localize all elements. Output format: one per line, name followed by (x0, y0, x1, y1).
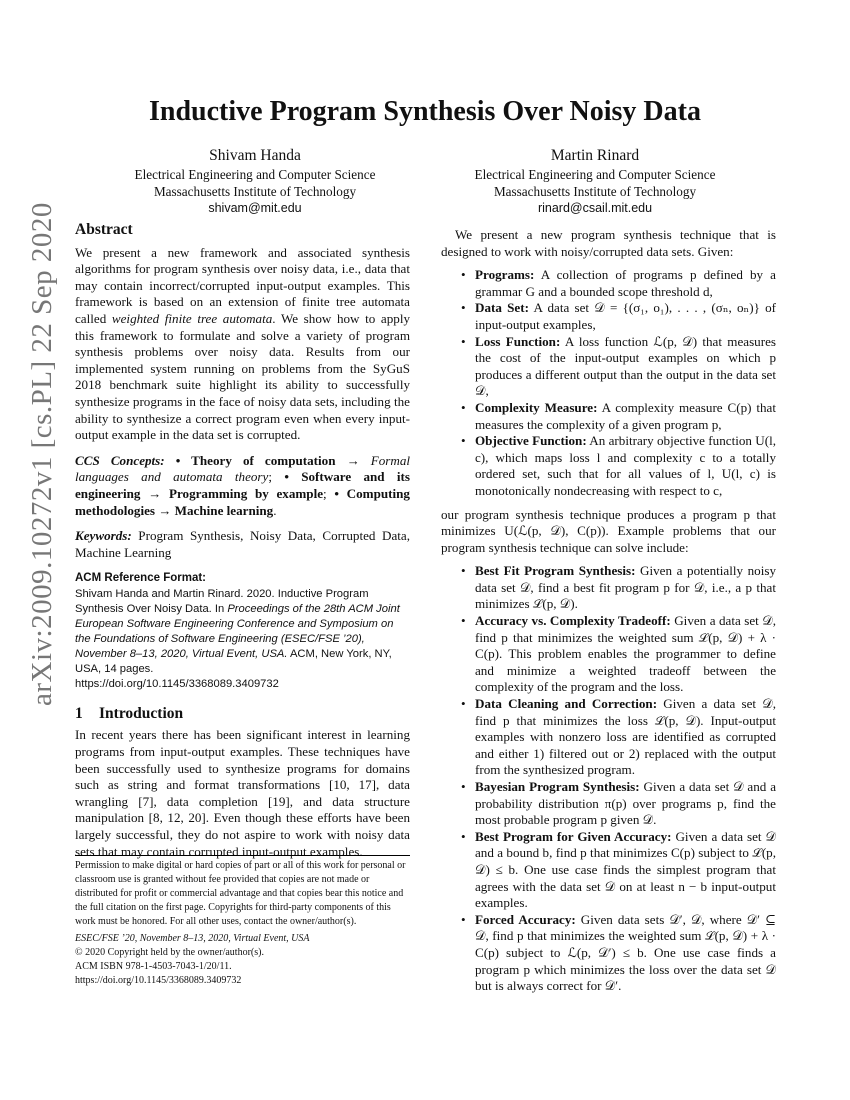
isbn-line: ACM ISBN 978-1-4503-7043-1/20/11. (75, 961, 232, 972)
author-name: Martin Rinard (550, 147, 640, 164)
list-item: • Complexity Measure: A complexity measure C(p) that measures the complexity of a given program p, (461, 399, 776, 432)
bullet-icon: • (461, 267, 466, 283)
bullet-icon: • (461, 333, 466, 349)
acm-reference-heading: ACM Reference Format: (75, 572, 206, 585)
abstract-heading: Abstract (75, 221, 133, 238)
bullet-icon: • (461, 563, 466, 579)
problem-list (441, 563, 776, 994)
copyright-footnote (75, 859, 410, 988)
venue-line: ESEC/FSE ’20, November 8–13, 2020, Virtual Event, USA (75, 933, 310, 944)
right-column (441, 227, 776, 1002)
list-item: • Data Set: A data set 𝒟 = {(σ₁, o₁), . . . , (σₙ, oₙ)} of input-output examples, (461, 300, 776, 332)
acm-reference: Shivam Handa and Martin Rinard. 2020. Inductive Program Synthesis Over Noisy Data. In Proceedings of the 28th ACM Joint European Software Engineering Conference and Symposium on the Foundations of Software Engineering (ESEC/FSE ’20), November 8–13, 2020, Virtual Event, USA. ACM, New York, NY, USA, 14 pages. https://doi.org/10.1145/3368089.3409732 (75, 587, 410, 692)
author-email: rinard@csail.mit.edu (537, 201, 653, 215)
footnote-doi-link[interactable]: https://doi.org/10.1145/3368089.3409732 (75, 975, 242, 986)
abstract-text: We present a new framework and associated synthesis algorithms for program synthesis over noisy data, i.e., data that may contain incorrect/corrupted input-output examples. This framework is based on an extension of finite tree automata called weighted finite tree automata. We show how to apply this framework to formulate and solve a variety of program synthesis problems over noisy data. Results from our implemented system running on problems from the SyGuS 2018 benchmark suite highlight its ability to successfully synthesize programs in the face of noisy data sets, including the ability to synthesize a correct program even when every input-output example in the data set is corrupted. (75, 244, 411, 443)
list-item: • Best Program for Given Accuracy: Given a data set 𝒟 and a bound b, find p that minimizes C(p) subject to ℒ(p, 𝒟) ≤ b. One use case finds the simplest program that agrees with the data set 𝒟 on at least n − b input-output examples. (461, 828, 776, 911)
technique-middle-text: our program synthesis technique produces a program p that minimizes U(ℒ(p, 𝒟), C(p)). Example problems that our program synthesis technique can solve include: (441, 506, 776, 555)
bullet-icon: • (461, 433, 466, 449)
paper-title: Inductive Program Synthesis Over Noisy Data (149, 96, 701, 127)
author-name: Shivam Handa (209, 147, 301, 164)
list-item: • Forced Accuracy: Given data sets 𝒟′, 𝒟, where 𝒟′ ⊆ 𝒟, find p that minimizes the weighted sum ℒ(p, 𝒟) + λ · C(p) subject to ℒ(p, 𝒟′) ≤ b. One use case finds a program p which minimizes the loss over the data set 𝒟 but is always correct for 𝒟′. (461, 911, 777, 994)
list-item: • Accuracy vs. Complexity Tradeoff: Given a data set 𝒟, find p that minimizes the weighted sum ℒ(p, 𝒟) + λ · C(p). This problem enables the programmer to define and minimize a weighted tradeoff between the complexity of the program and the loss. (461, 613, 776, 695)
author-institution: Massachusetts Institute of Technology (153, 183, 357, 199)
section-heading-introduction: 1 Introduction (75, 704, 184, 722)
list-item: • Objective Function: An arbitrary objective function U(l, c), which maps loss l and complexity c to a totally ordered set, such that for all values of l, U(l, c) is monotonically nondecreasing with respect to c, (461, 433, 776, 498)
bullet-icon: • (461, 300, 466, 316)
list-item: • Data Cleaning and Correction: Given a data set 𝒟, find p that minimizes the loss ℒ(p, 𝒟). Input-output examples with nonzero loss are identified as corrupted and either 1) filtered out or 2) replaced with the output from the synthesized program. (461, 696, 776, 778)
bullet-icon: • (461, 613, 466, 629)
permission-notice: Permission to make digital or hard copies of part or all of this work for personal or classroom use is granted without fee provided that copies are not made or distributed for profit or commercial advantage and that copies bear this notice and the full citation on the first page. Copyrights for third-party components of this work must be honored. For all other uses, contact the owner/author(s). (75, 860, 406, 927)
acm-reference-doi-link[interactable]: https://doi.org/10.1145/3368089.3409732 (75, 677, 279, 690)
keywords: Keywords: Program Synthesis, Noisy Data, Corrupted Data, Machine Learning (75, 528, 410, 560)
author-department: Electrical Engineering and Computer Science (474, 167, 716, 182)
introduction-text: In recent years there has been significant interest in learning programs from input-output examples. These techniques have been successfully used to synthesize programs for domains such as string and format transformations [10, 17], data wrangling [7], data completion [19], and data structure manipulation [8, 12, 20]. Even though these efforts have been largely successful, they do not aspire to work with noisy data sets that may contain corrupted input-output examples. (75, 727, 410, 859)
footnote-divider (75, 855, 410, 856)
author-block-2 (445, 146, 745, 217)
copyright-line: © 2020 Copyright held by the owner/author(s). (75, 947, 264, 958)
technique-intro: We present a new program synthesis technique that is designed to work with noisy/corrupted data sets. Given: (441, 227, 776, 259)
list-item: • Loss Function: A loss function ℒ(p, 𝒟) that measures the cost of the input-output examples on which p produces a different output than the output in the data set 𝒟, (461, 333, 776, 399)
author-department: Electrical Engineering and Computer Science (134, 167, 376, 182)
arxiv-identifier: arXiv:2009.10272v1 [cs.PL] 22 Sep 2020 (26, 202, 58, 706)
bullet-icon: • (461, 399, 466, 415)
author-block-1 (105, 146, 405, 217)
bullet-icon: • (461, 779, 466, 794)
list-item: • Programs: A collection of programs p defined by a grammar G and a bounded scope threshold d, (461, 267, 776, 299)
list-item: • Bayesian Program Synthesis: Given a data set 𝒟 and a probability distribution π(p) over programs p, find the most probable program p given 𝒟. (461, 779, 777, 828)
author-institution: Massachusetts Institute of Technology (493, 183, 697, 199)
bullet-icon: • (461, 696, 466, 712)
left-column (75, 222, 410, 860)
given-list (441, 267, 776, 499)
author-email: shivam@mit.edu (208, 201, 302, 215)
list-item: • Best Fit Program Synthesis: Given a potentially noisy data set 𝒟, find a best fit program p for 𝒟, i.e., a p that minimizes ℒ(p, 𝒟). (461, 563, 776, 612)
bullet-icon: • (461, 911, 466, 927)
ccs-concepts: CCS Concepts: • Theory of computation → Formal languages and automata theory; • Software and its engineering → Programming by example; • Computing methodologies → Machine learning. (75, 452, 411, 518)
bullet-icon: • (461, 828, 466, 844)
